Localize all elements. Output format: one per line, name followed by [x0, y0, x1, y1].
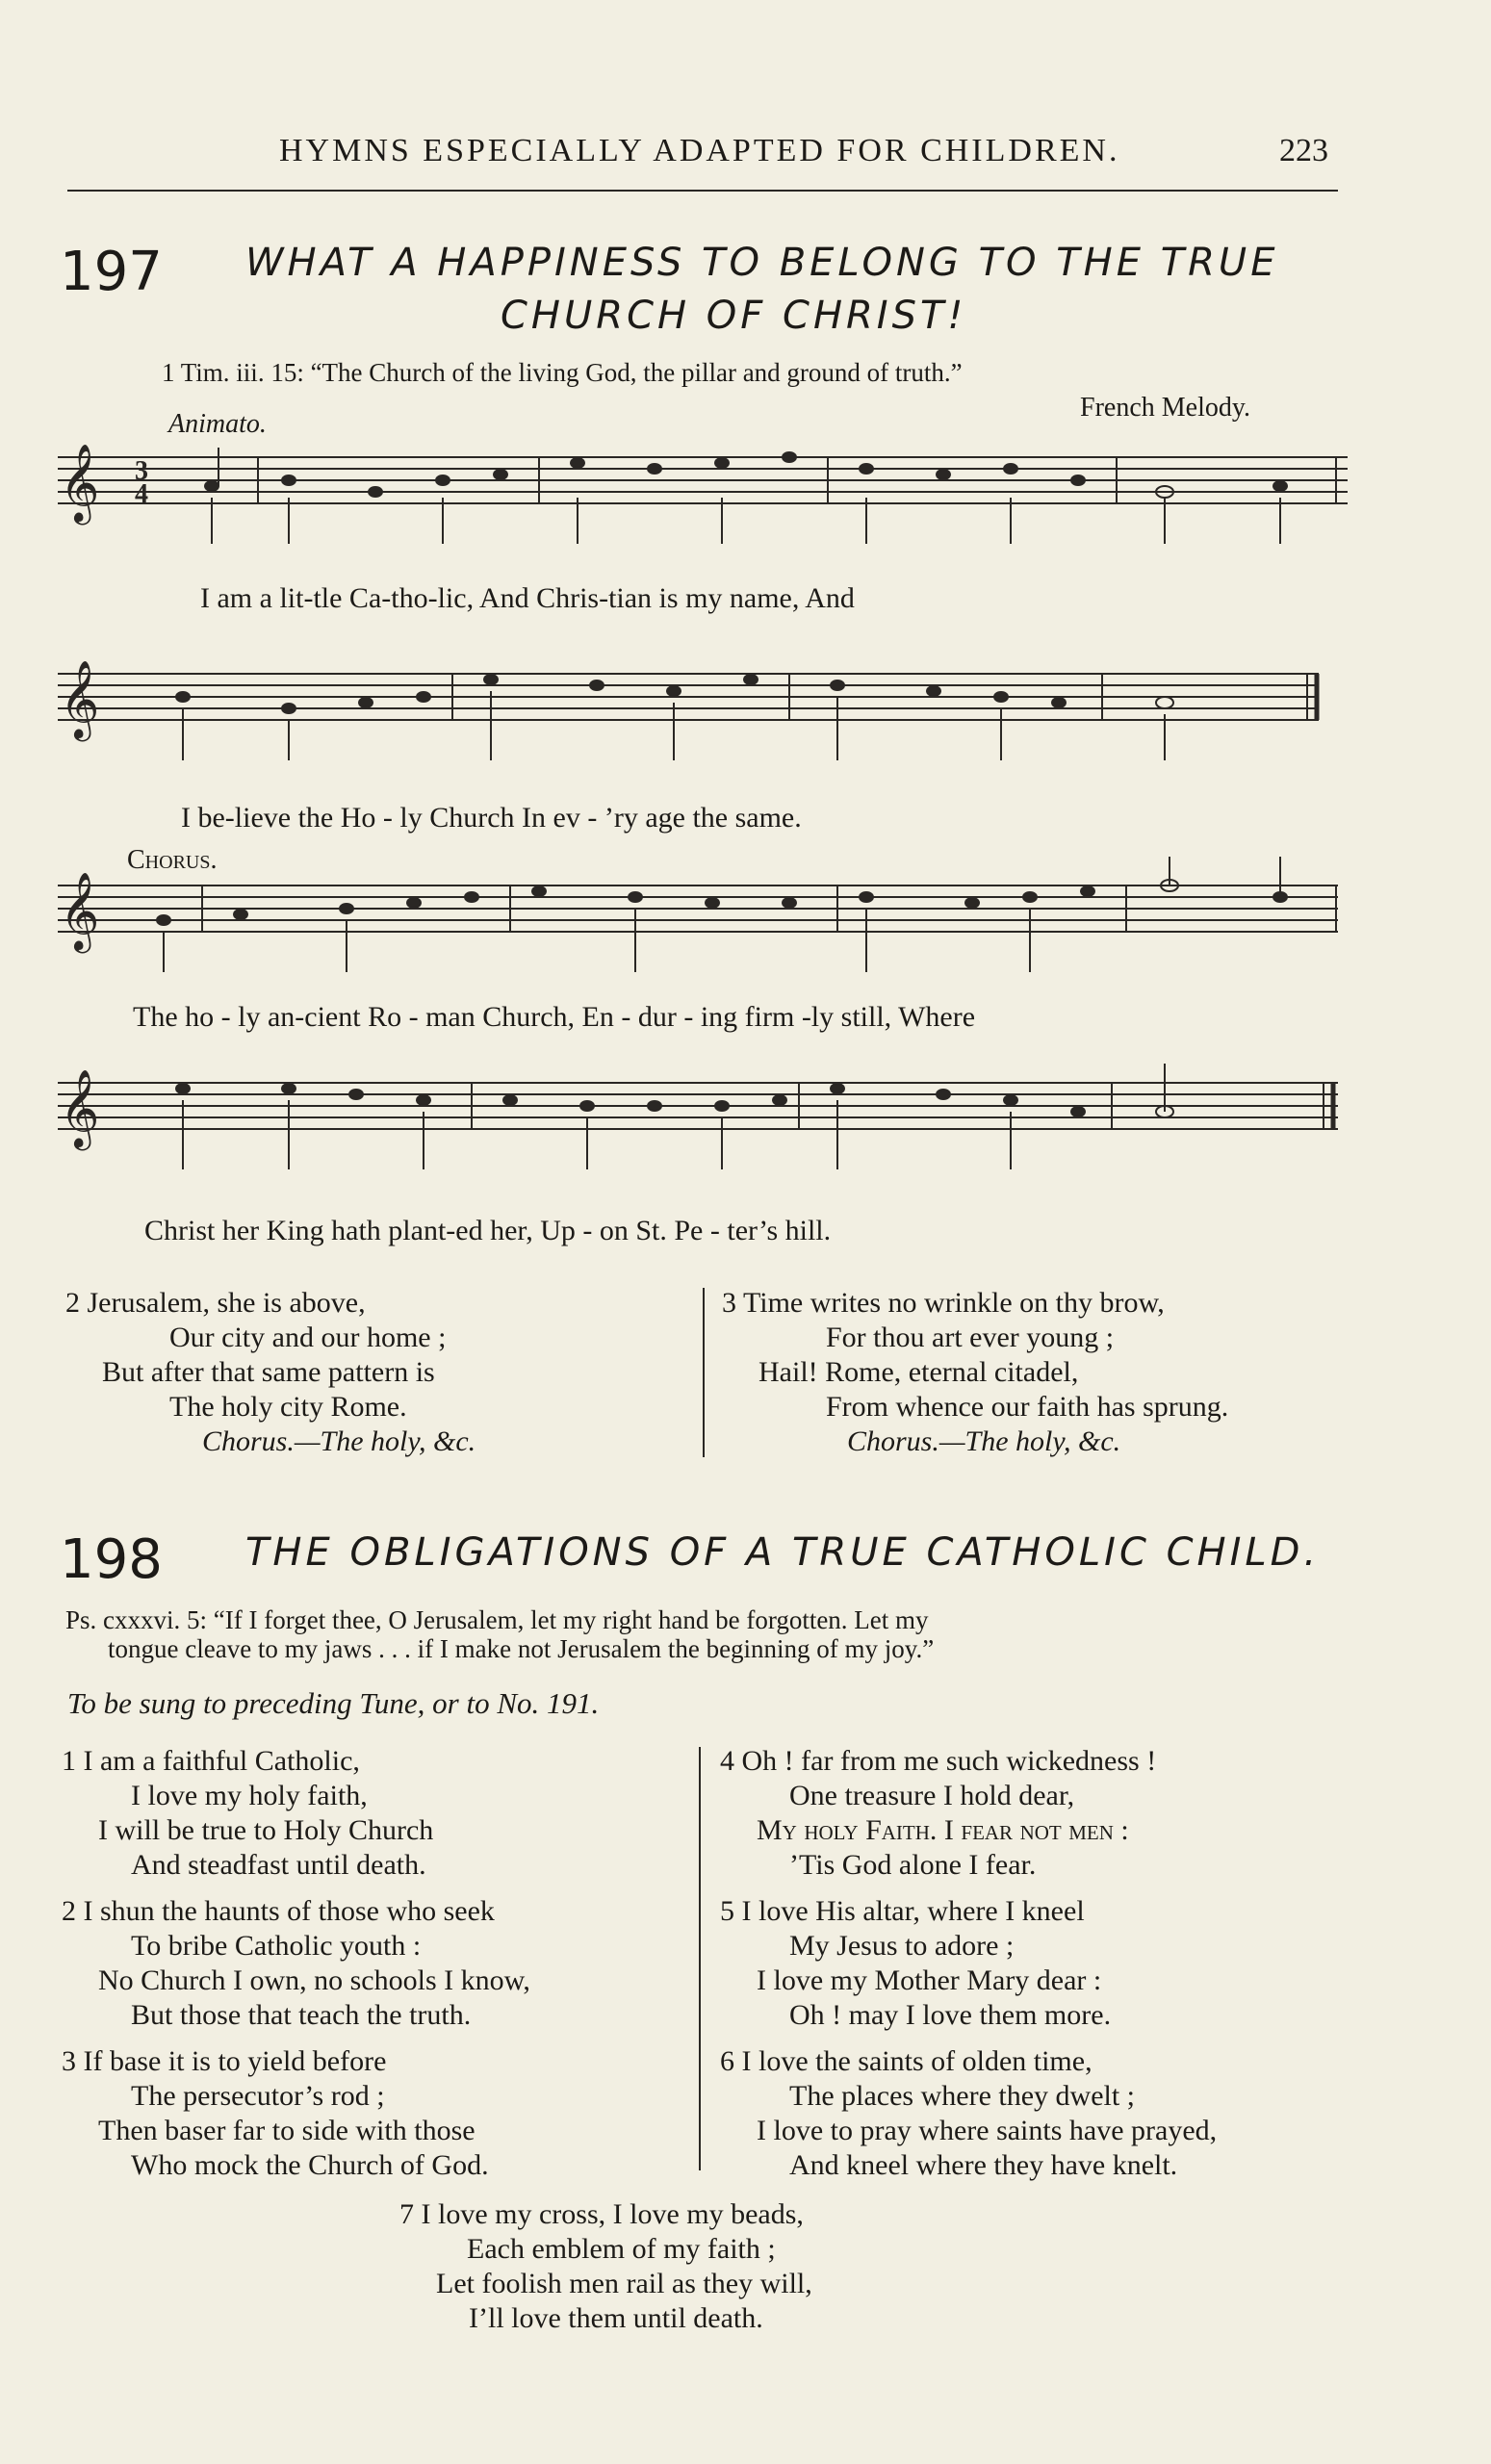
chorus-label: Chorus.	[127, 845, 218, 875]
running-title: HYMNS ESPECIALLY ADAPTED FOR CHILDREN.	[279, 133, 1120, 168]
header-rule	[67, 190, 1338, 192]
svg-text:𝄞: 𝄞	[60, 443, 100, 522]
verse-line: Our city and our home ;	[169, 1322, 447, 1353]
verse-line: Oh ! may I love them more.	[789, 1999, 1112, 2031]
verse-line: No Church I own, no schools I know,	[98, 1964, 530, 1996]
music-staff-1	[58, 438, 1348, 573]
hymn-198-verse-7	[399, 2197, 812, 2336]
hymn-197-verse-2	[65, 1286, 476, 1459]
tempo-marking: Animato.	[168, 409, 267, 439]
hymn-198-verse-1	[62, 1744, 433, 1883]
verse-line: For thou art ever young ;	[826, 1322, 1115, 1353]
hymn-198-scripture-line1: Ps. cxxxvi. 5: “If I forget thee, O Jerusalem, let my right hand be forgotten. Let my	[65, 1605, 929, 1634]
verse-line: But after that same pattern is	[102, 1356, 435, 1388]
verse-line: 6 I love the saints of olden time,	[720, 2045, 1093, 2077]
svg-text:𝄞: 𝄞	[60, 659, 100, 738]
verse-line: Then baser far to side with those	[98, 2115, 476, 2146]
verse-line: From whence our faith has sprung.	[826, 1391, 1229, 1423]
verse-line: 7 I love my cross, I love my beads,	[399, 2198, 804, 2230]
hymn-198-verse-6	[720, 2044, 1217, 2183]
svg-text:4: 4	[135, 479, 148, 509]
verse-line: And steadfast until death.	[131, 1849, 426, 1881]
page-number: 223	[1279, 133, 1328, 168]
hymn-198-scripture-line2: tongue cleave to my jaws . . . if I make not Jerusalem the beginning of my joy.”	[108, 1634, 935, 1663]
music-staff-4	[58, 1064, 1348, 1198]
running-head	[67, 133, 1338, 191]
verse-line: But those that teach the truth.	[131, 1999, 472, 2031]
verse-line: Let foolish men rail as they will,	[436, 2268, 812, 2299]
lyrics-line-4: Christ her King hath plant-ed her, Up - on St. Pe - ter’s hill.	[144, 1215, 832, 1246]
verse-chorus-cue: Chorus.—The holy, &c.	[202, 1425, 476, 1457]
verse-line: The holy city Rome.	[169, 1391, 407, 1423]
verse-line: The places where they dwelt ;	[789, 2080, 1136, 2112]
verse-line: 1 I am a faithful Catholic,	[62, 1745, 360, 1777]
svg-text:3: 3	[135, 456, 148, 486]
svg-text:𝄞: 𝄞	[60, 1068, 100, 1147]
hymn-198-verse-4	[720, 1744, 1156, 1883]
verse-line: 4 Oh ! far from me such wickedness !	[720, 1745, 1157, 1777]
column-divider	[703, 1288, 705, 1457]
verse-chorus-cue: Chorus.—The holy, &c.	[847, 1425, 1121, 1457]
hymn-198-number: 198	[60, 1528, 163, 1591]
verse-line: I love my Mother Mary dear :	[757, 1964, 1102, 1996]
verse-line: One treasure I hold dear,	[789, 1780, 1075, 1811]
hymn-197-verse-3	[722, 1286, 1228, 1459]
verse-line: I love my holy faith,	[131, 1780, 368, 1811]
verse-line: To bribe Catholic youth :	[131, 1930, 422, 1962]
tune-instruction: To be sung to preceding Tune, or to No. 191.	[67, 1686, 600, 1720]
verse-line: 3 If base it is to yield before	[62, 2045, 387, 2077]
hymn-198-title: THE OBLIGATIONS OF A TRUE CATHOLIC CHILD.	[245, 1530, 1321, 1575]
verse-line: I love to pray where saints have prayed,	[757, 2115, 1218, 2146]
tune-name: French Melody.	[1080, 393, 1251, 423]
verse-line: 2 Jerusalem, she is above,	[65, 1287, 366, 1319]
hymn-197-scripture: 1 Tim. iii. 15: “The Church of the living God, the pillar and ground of truth.”	[162, 358, 963, 387]
hymn-197-number: 197	[60, 241, 163, 303]
music-staff-2	[58, 654, 1348, 789]
hymn-198-verse-2	[62, 1894, 530, 2033]
lyrics-line-3: The ho - ly an-cient Ro - man Church, En - dur - ing firm -ly still, Where	[133, 1001, 976, 1033]
verse-line: And kneel where they have knelt.	[789, 2149, 1178, 2181]
verse-line: The persecutor’s rod ;	[131, 2080, 385, 2112]
svg-text:𝄞: 𝄞	[60, 871, 100, 950]
music-staff-3	[58, 857, 1348, 991]
verse-line: My Jesus to adore ;	[789, 1930, 1015, 1962]
verse-line: 3 Time writes no wrinkle on thy brow,	[722, 1287, 1165, 1319]
hymn-198-verse-5	[720, 1894, 1111, 2033]
hymn-197-title-line1: WHAT A HAPPINESS TO BELONG TO THE TRUE	[245, 241, 1279, 285]
verse-line: I’ll love them until death.	[469, 2302, 763, 2334]
verse-line: Who mock the Church of God.	[131, 2149, 489, 2181]
lyrics-line-2: I be-lieve the Ho - ly Church In ev - ’ry age the same.	[181, 802, 802, 834]
verse-line: 5 I love His altar, where I kneel	[720, 1895, 1085, 1927]
verse-line: ’Tis God alone I fear.	[789, 1849, 1037, 1881]
verse-line: Hail! Rome, eternal citadel,	[758, 1356, 1079, 1388]
column-divider	[699, 1747, 701, 2170]
verse-line: Each emblem of my faith ;	[467, 2233, 776, 2265]
verse-line: I will be true to Holy Church	[98, 1814, 434, 1846]
hymn-198-verse-3	[62, 2044, 489, 2183]
hymn-197-title-line2: CHURCH OF CHRIST!	[501, 294, 967, 338]
lyrics-line-1: I am a lit-tle Ca-tho-lic, And Chris-tian is my name, And	[200, 582, 855, 614]
verse-line: 2 I shun the haunts of those who seek	[62, 1895, 495, 1927]
verse-line: My holy Faith. I fear not men :	[757, 1814, 1129, 1846]
